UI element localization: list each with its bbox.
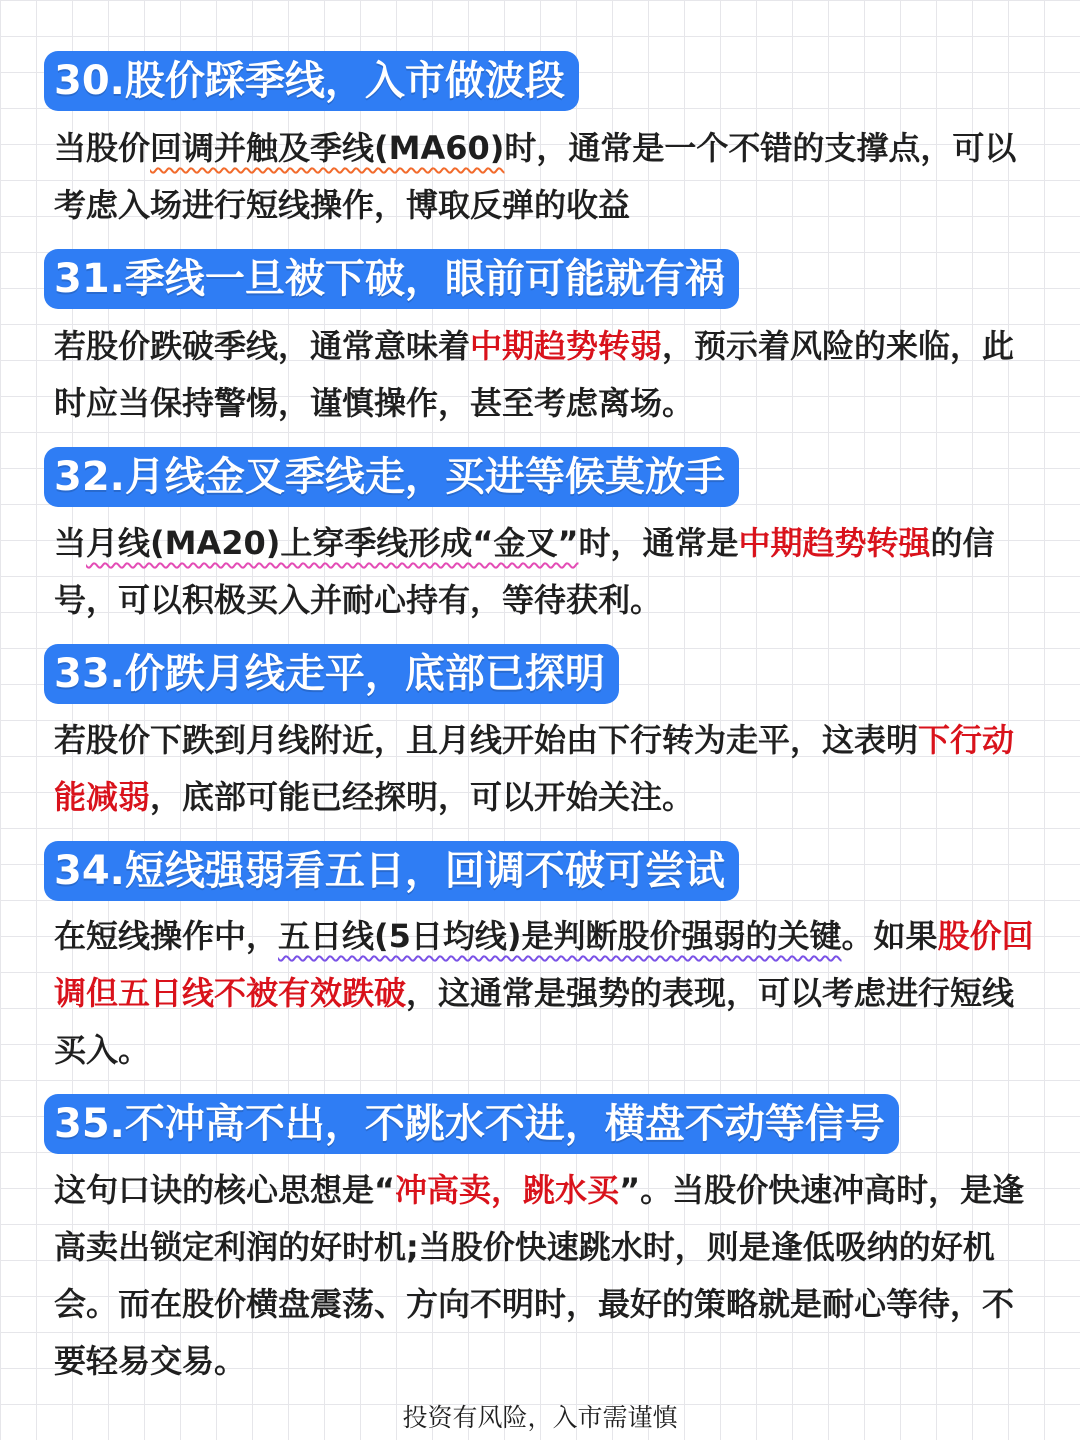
section-body-31 [54, 318, 1040, 432]
risk-disclaimer: 投资有风险，入市需谨慎 [402, 1403, 678, 1432]
section-heading-35: 35.不冲高不出，不跳水不进，横盘不动等信号 [44, 1094, 899, 1154]
section-heading-34: 34.短线强弱看五日，回调不破可尝试 [44, 841, 739, 901]
body-run: ，底部可能已经探明，可以开始关注。 [150, 778, 695, 816]
section-heading-33: 33.价跌月线走平，底部已探明 [44, 644, 619, 704]
section-body-32 [54, 515, 1040, 629]
highlight-phrase: 中期趋势转强 [738, 524, 931, 562]
highlight-phrase: 下行动能减弱 [54, 721, 1015, 816]
body-run: ，这通常是强势的表现，可以考虑进行短线买入。 [54, 974, 1015, 1069]
body-run: 的信号，可以积极买入并耐心持有，等待获利。 [54, 524, 995, 619]
section-body-30 [54, 120, 1040, 234]
section-heading-30: 30.股价踩季线，入市做波段 [44, 51, 579, 111]
highlight-phrase: 中期趋势转弱 [470, 327, 663, 365]
body-run: 这句口诀的核心思想是“ [54, 1171, 396, 1209]
body-run: 在短线操作中， [54, 917, 279, 955]
body-run: ，预示着风险的来临，此时应当保持警惕，谨慎操作，甚至考虑离场。 [54, 327, 1015, 422]
body-run: 当 [54, 524, 87, 562]
underlined-phrase: 月线(MA20)上穿季线形成“金叉” [86, 524, 579, 562]
section-body-33 [54, 712, 1040, 826]
section-heading-32: 32.月线金叉季线走，买进等候莫放手 [44, 447, 739, 507]
section-heading-31: 31.季线一旦被下破，眼前可能就有祸 [44, 249, 739, 309]
underlined-phrase: 回调并触及季线(MA60) [150, 129, 505, 167]
body-run: 当股价 [54, 129, 151, 167]
body-run: 。如果 [841, 917, 938, 955]
body-run: 若股价跌破季线，通常意味着 [54, 327, 471, 365]
underlined-phrase: 五日线(5日均线)是判断股价强弱的关键 [278, 917, 842, 955]
body-run: ”。当股价快速冲高时，是逢高卖出锁定利润的好时机;当股价快速跳水时，则是逢低吸纳的好机会。而在股价横盘震荡、方向不明时，最好的策略就是耐心等待，不要轻易交易。 [54, 1171, 1025, 1380]
body-run: 若股价下跌到月线附近，且月线开始由下行转为走平，这表明 [54, 721, 919, 759]
body-run: 时，通常是 [578, 524, 739, 562]
section-body-34 [54, 908, 1040, 1079]
highlight-phrase: 股价回调但五日线不被有效跌破 [54, 917, 1034, 1012]
body-run: 时，通常是一个不错的支撑点，可以考虑入场进行短线操作，博取反弹的收益 [54, 129, 1017, 224]
highlight-phrase: 冲高卖，跳水买 [395, 1171, 620, 1209]
section-body-35 [54, 1162, 1040, 1390]
